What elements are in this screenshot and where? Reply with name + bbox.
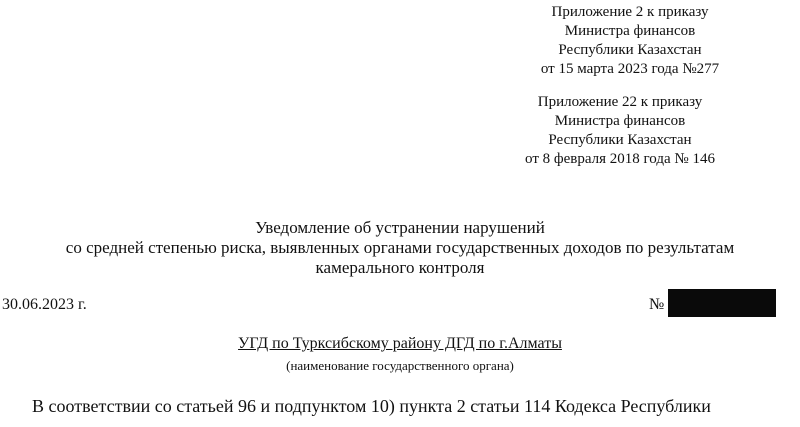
- title-line: Уведомление об устранении нарушений: [255, 218, 545, 237]
- annex-reference-2018: [490, 93, 750, 169]
- annex-line: Приложение 22 к приказу: [537, 94, 703, 110]
- annex-line: Республики Казахстан: [558, 42, 702, 58]
- organization-caption: (наименование государственного органа): [286, 358, 514, 373]
- body-paragraph: В соответствии со статьей 96 и подпунктом 10) пункта 2 статьи 114 Кодекса Республики: [32, 396, 711, 416]
- redacted-number: [668, 289, 776, 317]
- annex-line: Министра финансов: [554, 113, 686, 129]
- title-line: камерального контроля: [315, 258, 485, 277]
- annex-line: Приложение 2 к приказу: [551, 4, 709, 20]
- annex-line: от 15 марта 2023 года №277: [540, 61, 720, 77]
- organization-name-block: [0, 335, 800, 353]
- organization-name: УГД по Турксибскому району ДГД по г.Алматы: [238, 335, 562, 352]
- document-number-label: №: [649, 296, 665, 313]
- annex-line: Министра финансов: [564, 23, 696, 39]
- annex-reference-2023: [500, 3, 760, 79]
- annex-line: Республики Казахстан: [548, 132, 692, 148]
- annex-line: от 8 февраля 2018 года № 146: [525, 151, 715, 167]
- title-line: со средней степенью риска, выявленных органами государственных доходов по результатам: [65, 238, 735, 257]
- document-date: 30.06.2023 г.: [2, 296, 87, 313]
- document-title: [0, 218, 800, 278]
